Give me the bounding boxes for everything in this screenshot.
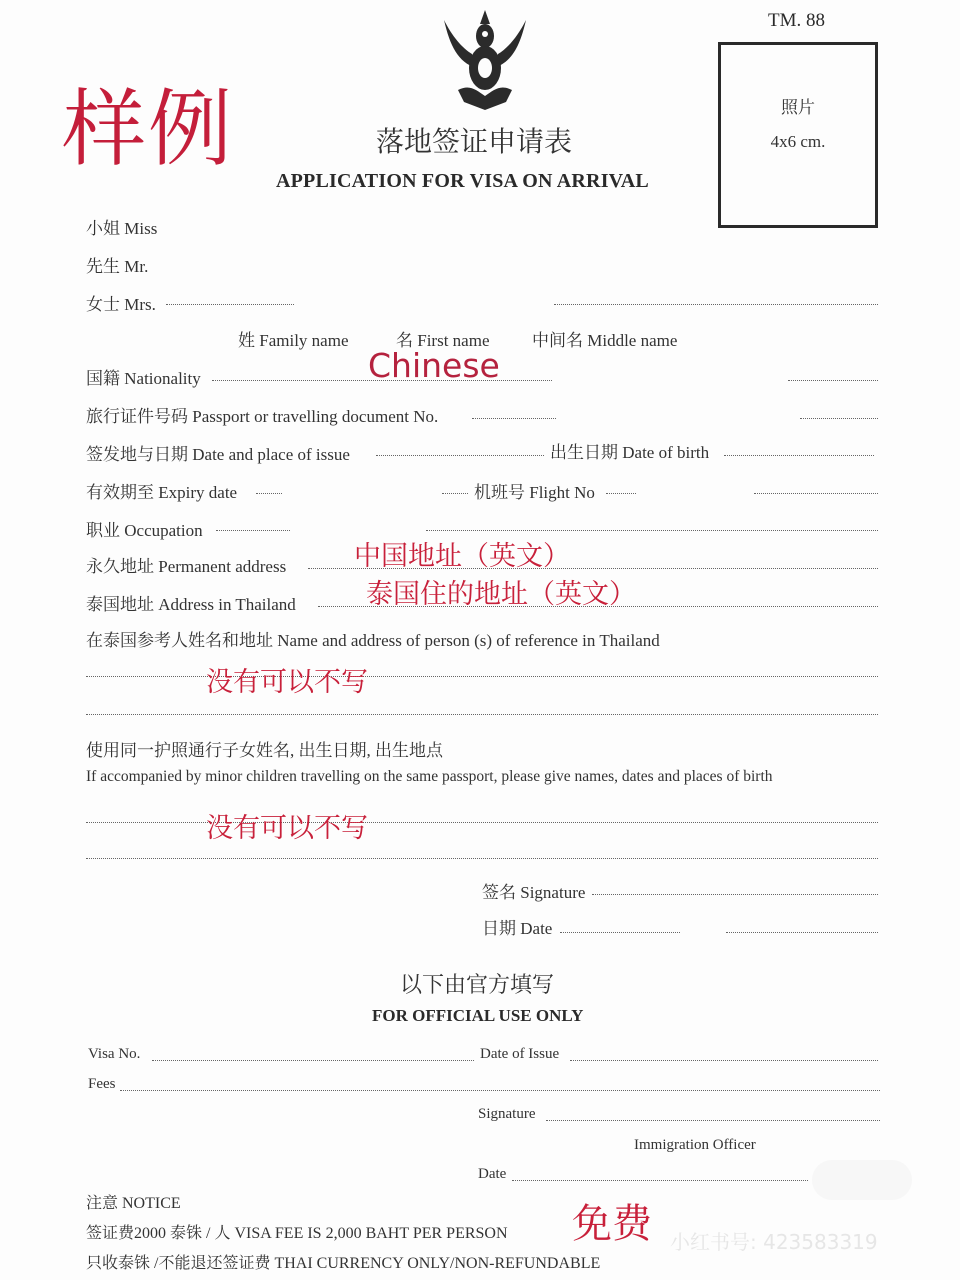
signature-line[interactable] <box>592 894 878 895</box>
children-line-1[interactable] <box>86 822 878 823</box>
birth-label: 出生日期 Date of birth <box>550 443 710 462</box>
flight-label: 机班号 Flight No <box>474 483 595 502</box>
flight-line-right[interactable] <box>754 493 878 494</box>
occupation-label: 职业 Occupation <box>86 521 203 540</box>
nationality-line-right[interactable] <box>788 380 878 381</box>
notice-fee-line: 签证费2000 泰铢 / 人 VISA FEE IS 2,000 BAHT PER PERSON <box>86 1225 508 1242</box>
permanent-address-label: 永久地址 Permanent address <box>86 557 287 576</box>
issue-line[interactable] <box>376 455 544 456</box>
watermark-badge <box>812 1160 912 1200</box>
first-name-label: 名 First name <box>396 331 490 350</box>
form-code: TM. 88 <box>768 10 825 31</box>
watermark: 小红书号: 423583319 <box>670 1230 878 1254</box>
photo-label: 照片 <box>781 98 815 118</box>
middle-name-label: 中间名 Middle name <box>532 331 678 350</box>
date-label: 日期 Date <box>482 919 553 938</box>
passport-label: 旅行证件号码 Passport or travelling document No. <box>86 407 439 426</box>
sample-stamp: 样例 <box>62 80 235 178</box>
permanent-address-value[interactable]: 中国地址（英文） <box>354 541 570 572</box>
date-line-right[interactable] <box>726 932 878 933</box>
occupation-line[interactable] <box>216 530 290 531</box>
official-date-line[interactable] <box>512 1180 808 1181</box>
occupation-line-right[interactable] <box>426 530 878 531</box>
notice-currency-line: 只收泰铢 /不能退还签证费 THAI CURRENCY ONLY/NON-REFUNDABLE <box>86 1255 601 1272</box>
name-line-right[interactable] <box>554 304 878 305</box>
passport-line[interactable] <box>472 418 556 419</box>
name-line-left[interactable] <box>166 304 294 305</box>
expiry-line[interactable] <box>256 493 282 494</box>
visa-no-label: Visa No. <box>88 1046 141 1062</box>
garuda-emblem-icon <box>436 6 534 114</box>
thai-address-label: 泰国地址 Address in Thailand <box>86 595 296 614</box>
date-line[interactable] <box>560 932 680 933</box>
fee-note: 免费 <box>572 1201 652 1247</box>
photo-box <box>718 42 878 228</box>
thai-address-value[interactable]: 泰国住的地址（英文） <box>366 579 636 610</box>
official-title-zh: 以下由官方填写 <box>400 973 555 998</box>
title-zh: 落地签证申请表 <box>376 125 573 158</box>
date-of-issue-line[interactable] <box>570 1060 878 1061</box>
passport-line-right[interactable] <box>800 418 878 419</box>
fees-line[interactable] <box>120 1090 880 1091</box>
visa-no-line[interactable] <box>152 1060 474 1061</box>
children-line-2[interactable] <box>86 858 878 859</box>
title-mr[interactable]: 先生 Mr. <box>86 257 149 276</box>
expiry-label: 有效期至 Expiry date <box>86 483 238 502</box>
title-miss[interactable]: 小姐 Miss <box>86 219 158 238</box>
official-signature-line[interactable] <box>546 1120 880 1121</box>
date-of-issue-label: Date of Issue <box>480 1046 560 1062</box>
photo-size: 4x6 cm. <box>770 132 826 151</box>
title-en: APPLICATION FOR VISA ON ARRIVAL <box>276 170 649 192</box>
title-mrs[interactable]: 女士 Mrs. <box>86 295 156 314</box>
family-name-label: 姓 Family name <box>238 331 349 350</box>
flight-line[interactable] <box>606 493 636 494</box>
official-title-en: FOR OFFICIAL USE ONLY <box>372 1006 584 1025</box>
children-value[interactable]: 没有可以不写 <box>206 813 368 844</box>
flight-prefix-line[interactable] <box>442 493 468 494</box>
children-label-en: If accompanied by minor children travelling on the same passport, please give names, dates and places of birth <box>86 768 773 785</box>
fees-label: Fees <box>88 1076 116 1092</box>
birth-line[interactable] <box>724 455 874 456</box>
children-label-zh: 使用同一护照通行子女姓名, 出生日期, 出生地点 <box>86 741 443 760</box>
issue-label: 签发地与日期 Date and place of issue <box>86 445 350 464</box>
official-signature-label: Signature <box>478 1106 536 1122</box>
signature-label: 签名 Signature <box>482 883 586 902</box>
nationality-value[interactable]: Chinese <box>368 346 500 385</box>
nationality-label: 国籍 Nationality <box>86 369 201 388</box>
notice-title: 注意 NOTICE <box>86 1195 181 1212</box>
reference-value[interactable]: 没有可以不写 <box>206 667 368 698</box>
official-date-label: Date <box>478 1166 507 1182</box>
reference-line-2[interactable] <box>86 714 878 715</box>
reference-line-1[interactable] <box>86 676 878 677</box>
immigration-officer-label: Immigration Officer <box>634 1137 756 1153</box>
reference-label: 在泰国参考人姓名和地址 Name and address of person (s) of reference in Thailand <box>86 631 660 650</box>
